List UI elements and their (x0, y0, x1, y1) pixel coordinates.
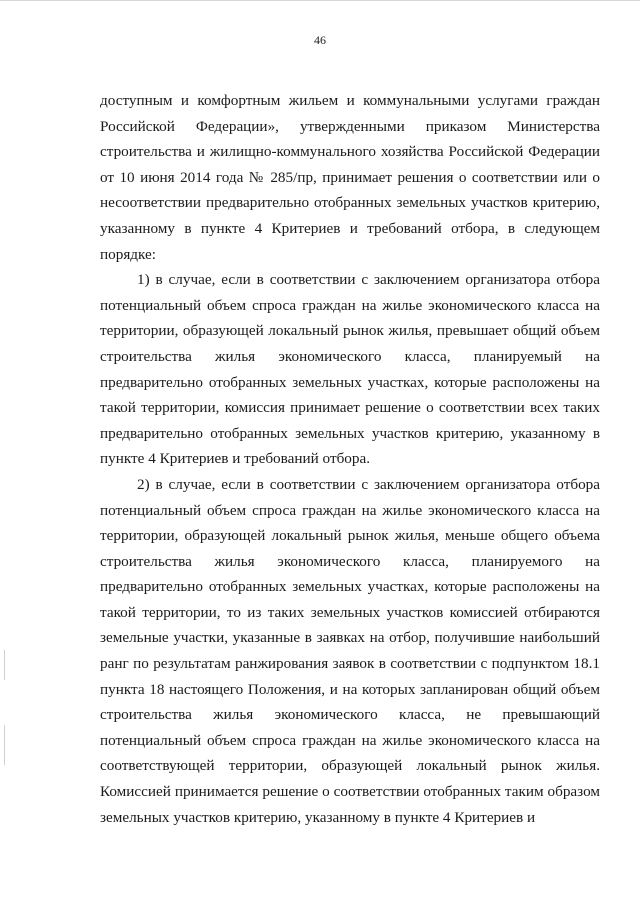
text-line: от 10 июня 2014 года № 285/пр, принимает решения о соответствии или о (100, 168, 600, 186)
text-line: потенциальный объем спроса граждан на жилье экономического класса на (100, 731, 600, 749)
text-line: строительства жилья экономического класса, планируемого на (100, 552, 600, 570)
text-line: потенциальный объем спроса граждан на жилье экономического класса на (100, 296, 600, 314)
scan-margin-mark (4, 725, 5, 765)
text-line: территории, образующей локальный рынок жилья, превышает общий объем (100, 322, 600, 340)
text-line: указанному в пункте 4 Критериев и требований отбора, в следующем (100, 219, 600, 237)
text-line: несоответствии предварительно отобранных земельных участков критерию, (100, 194, 600, 212)
document-body (100, 88, 600, 830)
text-line: 1) в случае, если в соответствии с заключением организатора отбора (137, 271, 600, 289)
text-line: строительства жилья экономического класса, не превышающий (100, 706, 600, 724)
text-line: земельных участков критерию, указанному в пункте 4 Критериев и (100, 808, 536, 826)
paragraph (100, 472, 600, 830)
text-line: предварительно отобранных земельных участков критерию, указанному в (100, 424, 600, 442)
text-line: такой территории, комиссия принимает решение о соответствии всех таких (100, 399, 600, 417)
text-line: предварительно отобранных земельных участках, которые расположены на (100, 373, 600, 391)
text-line: территории, образующей локальный рынок жилья, меньше общего объема (100, 527, 600, 545)
text-line: предварительно отобранных земельных участках, которые расположены на (100, 578, 600, 596)
text-line: пункте 4 Критериев и требований отбора. (100, 450, 371, 468)
text-line: соответствующей территории, образующей локальный рынок жилья. (100, 757, 600, 775)
scan-margin-mark (4, 650, 5, 680)
text-line: строительства жилья экономического класса, планируемый на (100, 347, 600, 365)
text-line: 2) в случае, если в соответствии с заключением организатора отбора (137, 475, 600, 493)
text-line: такой территории, то из таких земельных участков комиссией отбираются (100, 603, 600, 621)
text-line: доступным и комфортным жильем и коммунальными услугами граждан (100, 92, 600, 109)
text-line: пункта 18 настоящего Положения, и на которых запланирован общий объем (100, 680, 600, 698)
text-line: Комиссией принимается решение о соответствии отобранных таким образом (100, 783, 600, 801)
text-line: порядке: (100, 245, 156, 263)
text-line: земельные участки, указанные в заявках на отбор, получившие наибольший (100, 629, 600, 647)
text-line: потенциальный объем спроса граждан на жилье экономического класса на (100, 501, 600, 519)
paragraph (100, 267, 600, 472)
text-line: Российской Федерации», утвержденными приказом Министерства (100, 117, 600, 135)
paragraph (100, 88, 600, 267)
scan-top-edge (0, 0, 640, 1)
text-line: строительства и жилищно-коммунального хозяйства Российской Федерации (100, 143, 600, 161)
page-number: 46 (314, 33, 326, 47)
text-line: ранг по результатам ранжирования заявок в соответствии с подпунктом 18.1 (100, 655, 600, 673)
